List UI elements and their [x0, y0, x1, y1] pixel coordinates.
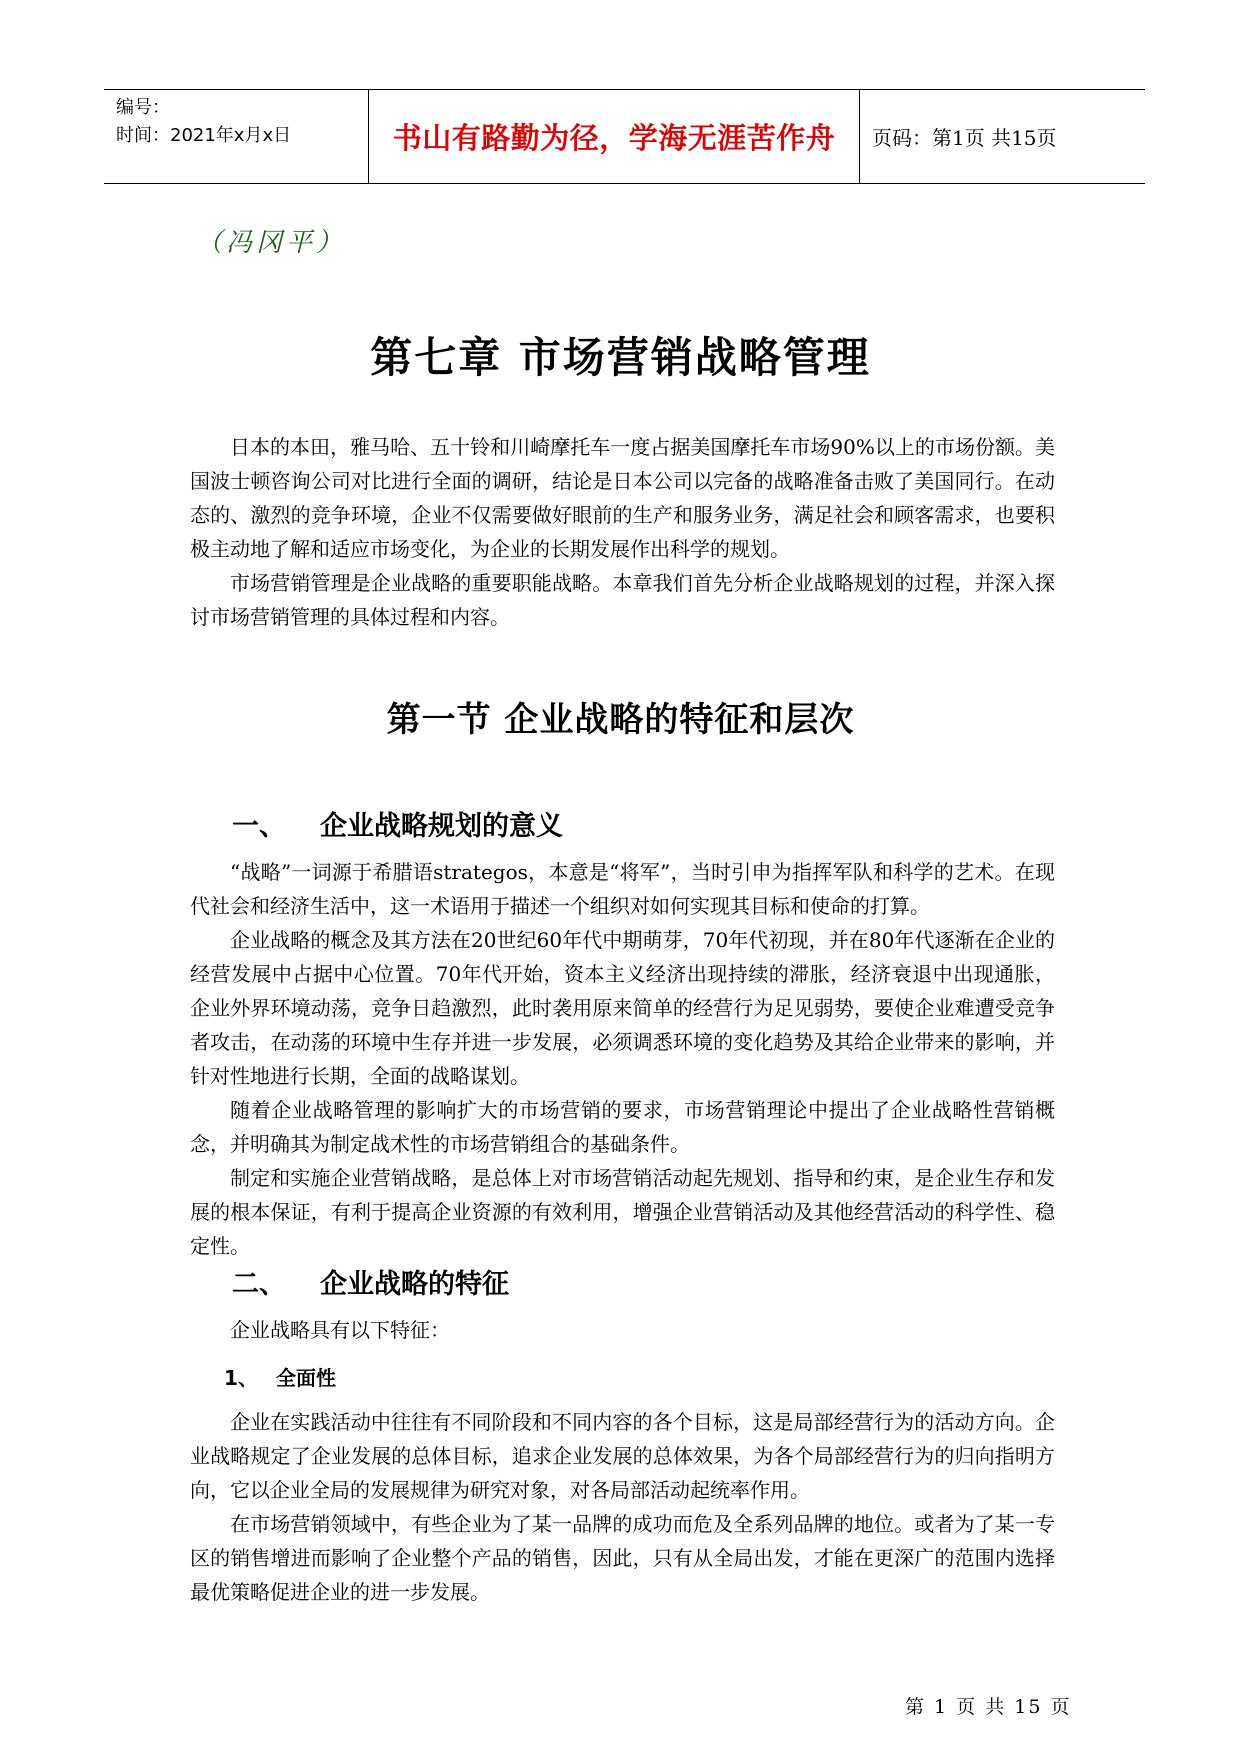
subheading-1-number: 一、: [232, 811, 286, 842]
subheading-2-title: 企业战略的特征: [320, 1269, 509, 1300]
item-1-title: 全面性: [276, 1366, 336, 1390]
time-label: 时间：2021年x月x日: [116, 125, 292, 146]
sub1-paragraph-2: 企业战略的概念及其方法在20世纪60年代中期萌芽，70年代初现，并在80年代逐渐在企业的经营发展中占据中心位置。70年代开始，资本主义经济出现持续的滞胀，经济衰退中出现通胀，企业外界环境动荡，竞争日趋激烈，此时袭用原来简单的经营行为足见弱势，要使企业难遭受竞争者攻击，在动荡的环境中生存并进一步发展，必须调悉环境的变化趋势及其给企业带来的影响，并针对性地进行长期，全面的战略谋划。: [190, 928, 1055, 1088]
intro-paragraph-1: 日本的本田，雅马哈、五十铃和川崎摩托车一度占据美国摩托车市场90%以上的市场份额。美国波士顿咨询公司对比进行全面的调研，结论是日本公司以完备的战略准备击败了美国同行。在动态的、激烈的竞争环境，企业不仅需要做好眼前的生产和服务业务，满足社会和顾客需求，也要积极主动地了解和适应市场变化，为企业的长期发展作出科学的规划。: [190, 435, 1055, 561]
item1-paragraph-1: 企业在实践活动中往往有不同阶段和不同内容的各个目标，这是局部经营行为的活动方向。企业战略规定了企业发展的总体目标，追求企业发展的总体效果，为各个局部经营行为的归向指明方向，它以企业全局的发展规律为研究对象，对各局部活动起统率作用。: [190, 1410, 1055, 1502]
subheading-1: [232, 804, 563, 843]
header-page-info: 页码：第1页 共15页: [872, 126, 1057, 150]
subheading-2-number: 二、: [232, 1269, 286, 1300]
subheading-2: [232, 1262, 509, 1301]
item-1-number: 1、: [224, 1366, 258, 1390]
author-name: （冯冈平）: [196, 228, 347, 258]
page-footer: 第 1 页 共 15 页: [905, 1696, 1072, 1718]
intro-paragraph-2: 市场营销管理是企业战略的重要职能战略。本章我们首先分析企业战略规划的过程，并深入探讨市场营销管理的具体过程和内容。: [190, 571, 1055, 629]
section-title: 第一节 企业战略的特征和层次: [386, 700, 855, 740]
sub1-paragraph-4: 制定和实施企业营销战略，是总体上对市场营销活动起先规划、指导和约束，是企业生存和发展的根本保证，有利于提高企业资源的有效利用，增强企业营销活动及其他经营活动的科学性、稳定性。: [190, 1166, 1055, 1258]
number-label: 编号：: [116, 97, 170, 118]
document-header: [104, 89, 1145, 184]
sub1-paragraph-3: 随着企业战略管理的影响扩大的市场营销的要求，市场营销理论中提出了企业战略性营销概念，并明确其为制定战术性的市场营销组合的基础条件。: [190, 1098, 1055, 1156]
sub2-intro: 企业战略具有以下特征：: [230, 1318, 450, 1342]
item-heading-1: [224, 1362, 336, 1391]
chapter-title: 第七章 市场营销战略管理: [370, 333, 871, 382]
header-motto: 书山有路勤为径，学海无涯苦作舟: [369, 90, 860, 183]
subheading-1-title: 企业战略规划的意义: [320, 811, 563, 842]
item1-paragraph-2: 在市场营销领域中，有些企业为了某一品牌的成功而危及全系列品牌的地位。或者为了某一专区的销售增进而影响了企业整个产品的销售，因此，只有从全局出发，才能在更深广的范围内选择最优策略促进企业的进一步发展。: [190, 1512, 1055, 1604]
sub1-paragraph-1: “战略”一词源于希腊语strategos，本意是“将军”，当时引申为指挥军队和科学的艺术。在现代社会和经济生活中，这一术语用于描述一个组织对如何实现其目标和使命的打算。: [190, 860, 1055, 918]
header-left-cell: [104, 90, 369, 183]
